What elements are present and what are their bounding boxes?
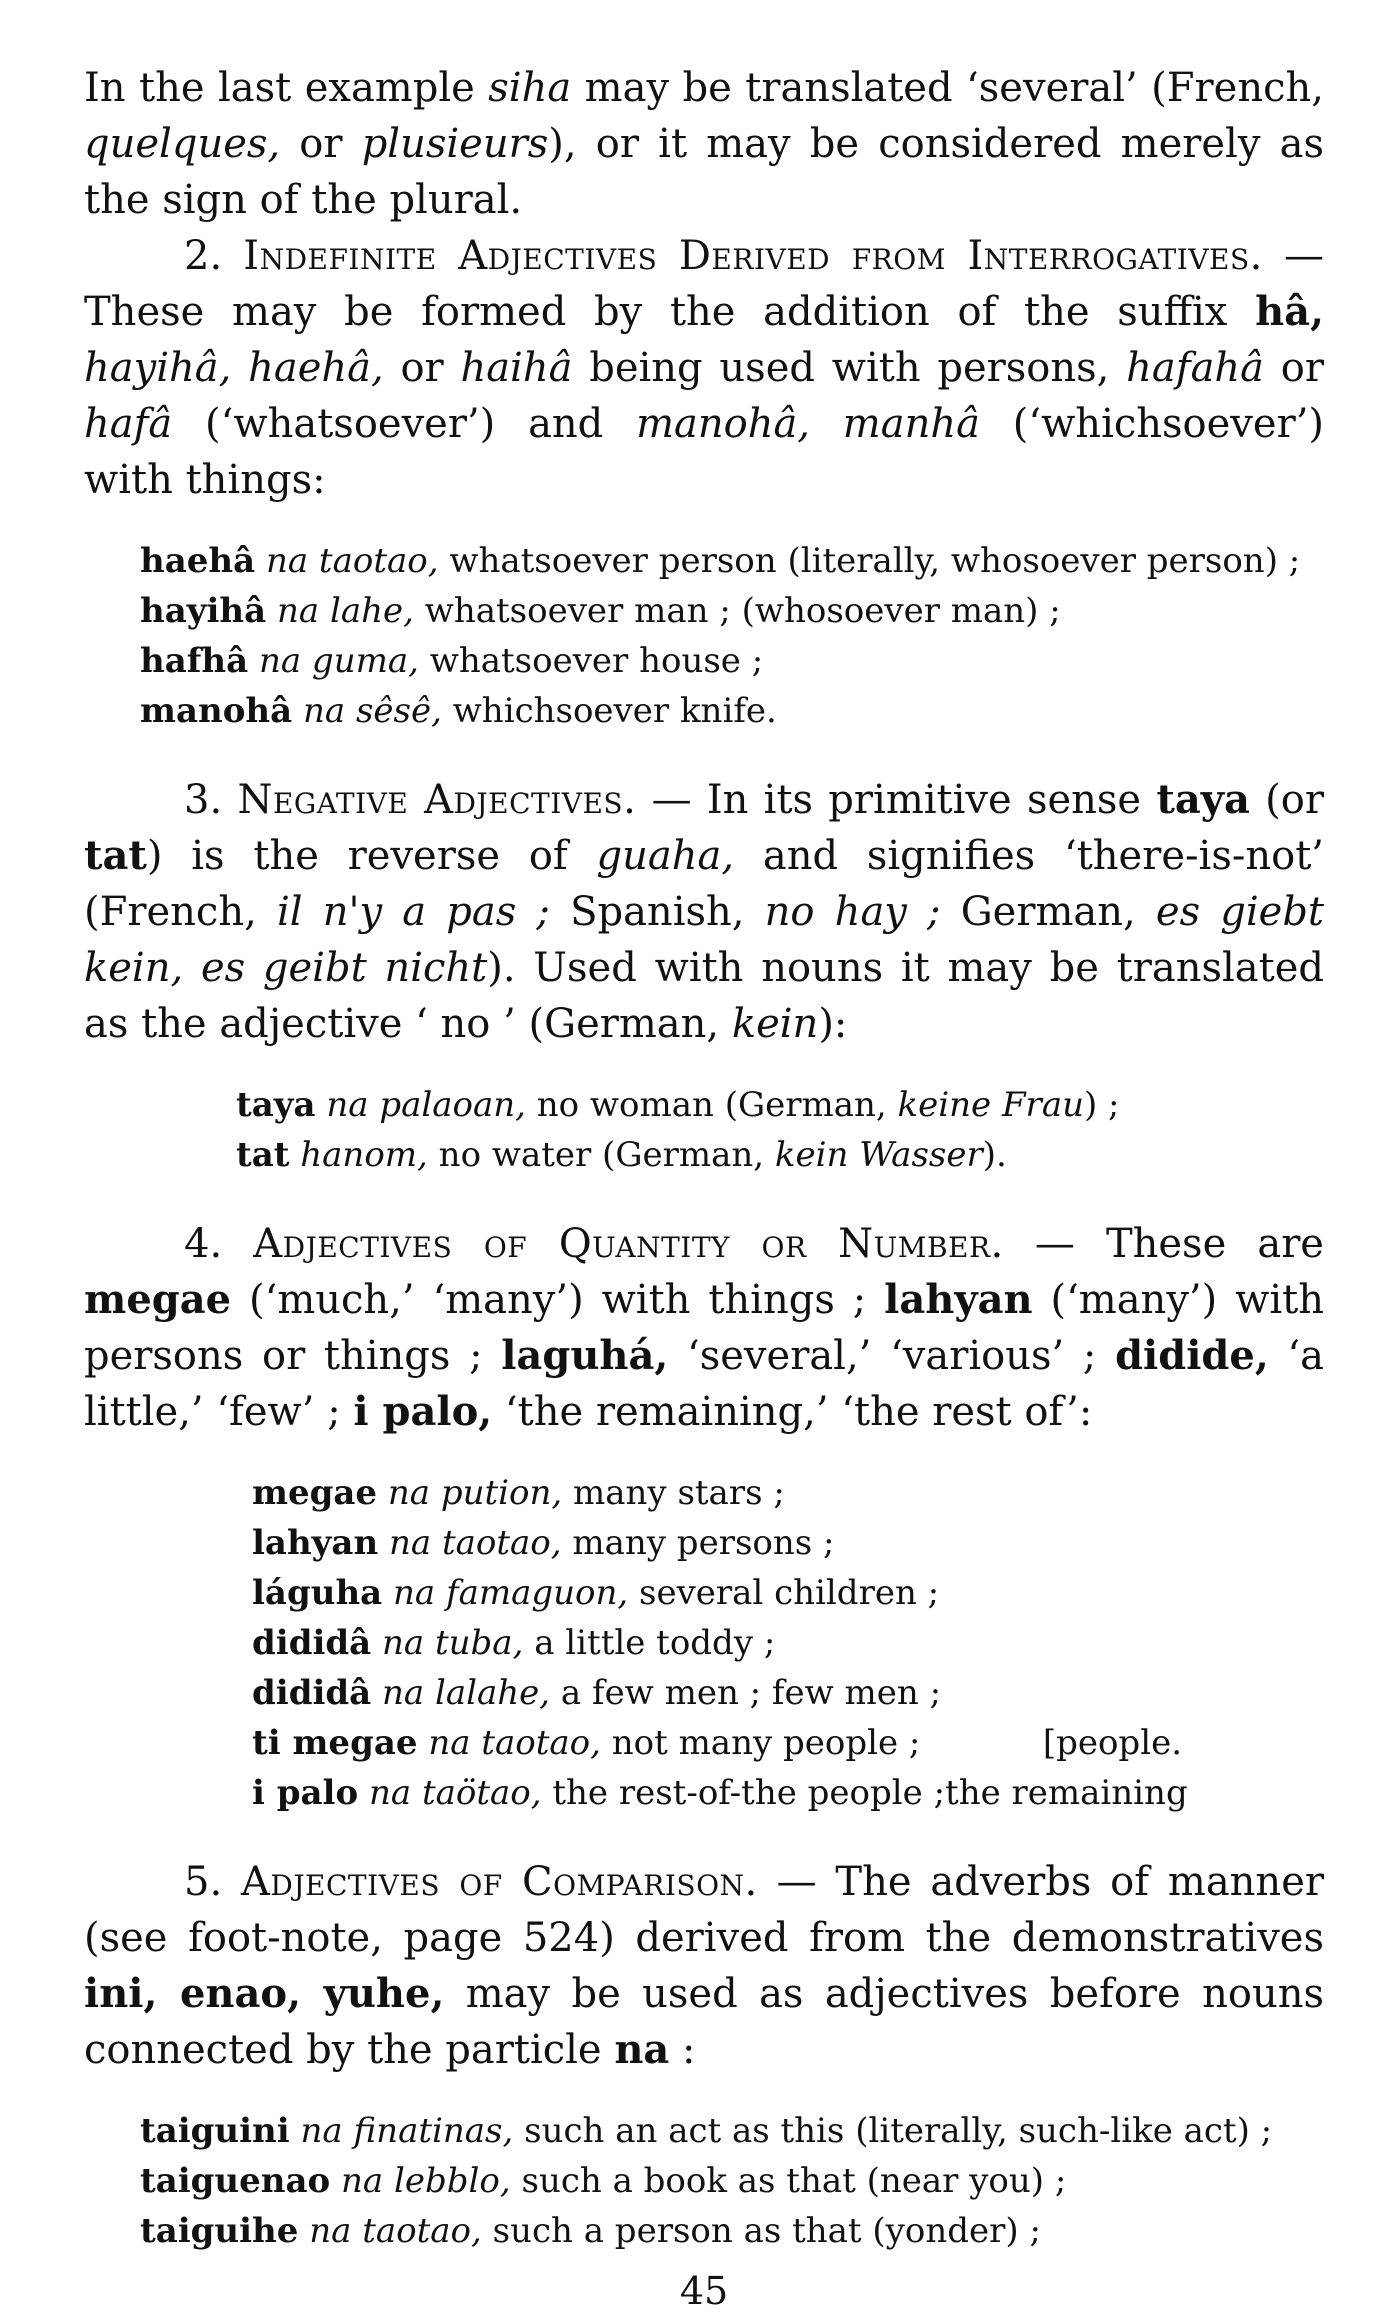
section-4-quantity-adjectives: 4. Adjectives of Quantity or Number. — These are megae (‘much,’ ‘many’) with things ; lahyan (‘many’) with persons or things ; laguhá, ‘several,’ ‘various’ ; didide, ‘a little,’ ‘few’ ; i palo, ‘the remaining,’ ‘the rest of’: — [84, 1221, 1324, 1435]
example-item: taiguini na finatinas, such an act as this (literally, such-like act) ; — [140, 2111, 1273, 2151]
section-heading: Adjectives of Quantity or Number. — [253, 1221, 1004, 1267]
example-item: lahyan na taotao, many persons ; — [252, 1523, 835, 1563]
section-heading: Indefinite Adjectives Derived from Interrogatives. — [243, 233, 1263, 279]
example-item: megae na pution, many stars ; — [252, 1473, 785, 1513]
example-item: ti megae na taotao, not many people ; [people. — [252, 1723, 1182, 1763]
paragraph-plural-note: In the last example siha may be translated ‘several’ (French, quelques, or plusieurs), or it may be considered merely as the sign of the plural. — [84, 65, 1324, 223]
examples-list-negative — [84, 1080, 1324, 1180]
example-item: dididâ na tuba, a little toddy ; — [252, 1623, 776, 1663]
example-item: haehâ na taotao, whatsoever person (literally, whosoever person) ; — [140, 541, 1301, 581]
examples-list-quantity — [84, 1468, 1324, 1818]
example-item: láguha na famaguon, several children ; — [252, 1573, 940, 1613]
example-item: dididâ na lalahe, a few men ; few men ; — [252, 1673, 942, 1713]
example-item: taiguihe na taotao, such a person as that (yonder) ; — [140, 2211, 1041, 2251]
section-5-comparison-adjectives: 5. Adjectives of Comparison. — The adverbs of manner (see foot-note, page 524) derived from the demonstratives ini, enao, yuhe, may be used as adjectives before nouns connected by the particle na : — [84, 1859, 1324, 2073]
example-item: hayihâ na lahe, whatsoever man ; (whosoever man) ; — [140, 591, 1061, 631]
book-page — [84, 60, 1324, 2316]
example-item: taiguenao na lebblo, such a book as that (near you) ; — [140, 2161, 1067, 2201]
example-item: hafhâ na guma, whatsoever house ; — [140, 641, 764, 681]
example-item: tat hanom, no water (German, kein Wasser). — [236, 1135, 1007, 1175]
example-item: taya na palaoan, no woman (German, keine Frau) ; — [236, 1085, 1120, 1125]
section-3-negative-adjectives: 3. Negative Adjectives. — In its primitive sense taya (or tat) is the reverse of guaha, and signifies ‘there-is-not’ (French, il n'y a pas ; Spanish, no hay ; German, es giebt kein, es geibt nicht). Used with nouns it may be translated as the adjective ‘ no ’ (German, kein): — [84, 776, 1325, 1047]
examples-list-comparison — [84, 2106, 1324, 2256]
example-item: i palo na taötao, the rest-of-the people ; the remaining — [252, 1773, 1188, 1813]
section-2-indefinite-adjectives: 2. Indefinite Adjectives Derived from Interrogatives. — These may be formed by the addition of the suffix hâ, hayihâ, haehâ, or haihâ being used with persons, hafahâ or hafâ (‘whatsoever’) and manohâ, manhâ (‘whichsoever’) with things: — [84, 233, 1325, 503]
examples-list-indefinite — [84, 536, 1324, 736]
example-item: manohâ na sêsê, whichsoever knife. — [140, 691, 777, 731]
section-heading: Adjectives of Comparison. — [241, 1859, 758, 1905]
page-number: 45 — [679, 2269, 729, 2313]
section-heading: Negative Adjectives. — [237, 777, 637, 823]
